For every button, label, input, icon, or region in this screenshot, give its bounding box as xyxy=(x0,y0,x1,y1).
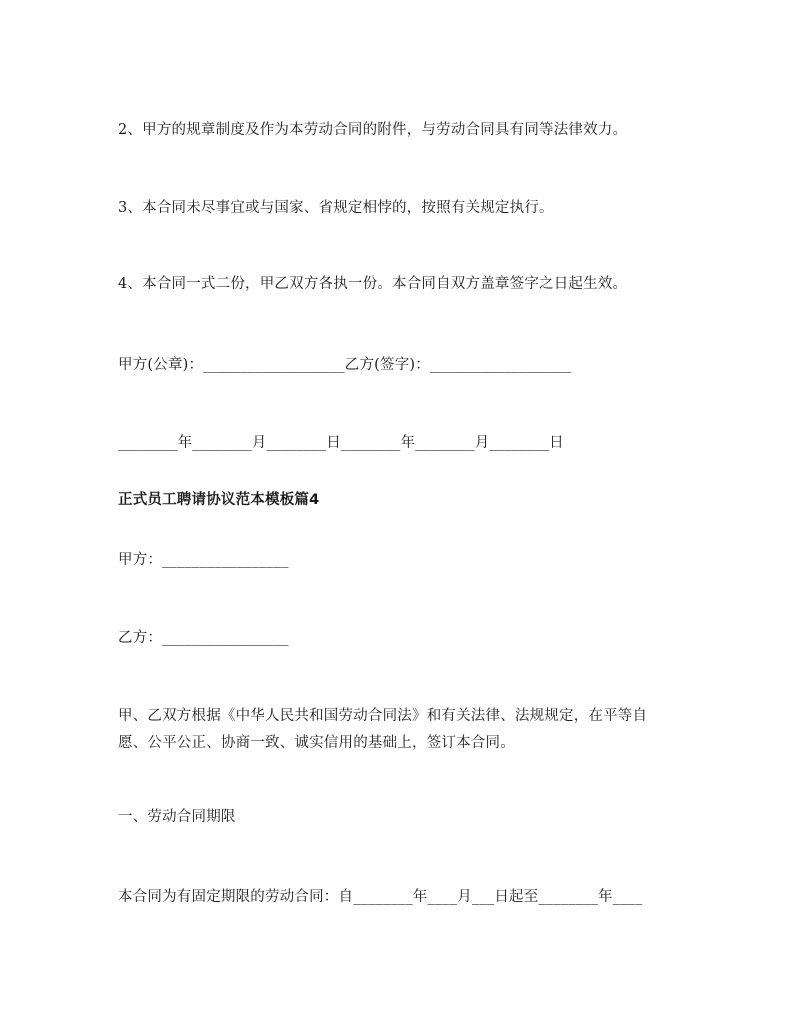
article-1-title: 一、劳动合同期限 xyxy=(118,809,236,825)
party-b-field: 乙方：_________________ xyxy=(118,630,289,646)
clause-2-paragraph: 2、甲方的规章制度及作为本劳动合同的附件，与劳动合同具有同等法律效力。 xyxy=(118,122,628,138)
article-1-text: 本合同为有固定期限的劳动合同：自________年____月___日起至________年____ xyxy=(118,889,643,905)
clause-3-paragraph: 3、本合同未尽事宜或与国家、省规定相悖的，按照有关规定执行。 xyxy=(118,200,554,216)
section-heading: 正式员工聘请协议范本模板篇4 xyxy=(118,492,320,508)
party-a-field: 甲方：_________________ xyxy=(118,552,289,568)
signature-line: 甲方(公章)：___________________乙方(签字)：___________________ xyxy=(118,357,572,373)
clause-4-paragraph: 4、本合同一式二份，甲乙双方各执一份。本合同自双方盖章签字之日起生效。 xyxy=(118,276,628,292)
date-line: ________年________月________日________年________月________日 xyxy=(118,435,564,451)
preamble-line-1: 甲、乙双方根据《中华人民共和国劳动合同法》和有关法律、法规规定，在平等自 xyxy=(118,708,648,724)
preamble-line-2: 愿、公平公正、协商一致、诚实信用的基础上，签订本合同。 xyxy=(118,735,515,751)
